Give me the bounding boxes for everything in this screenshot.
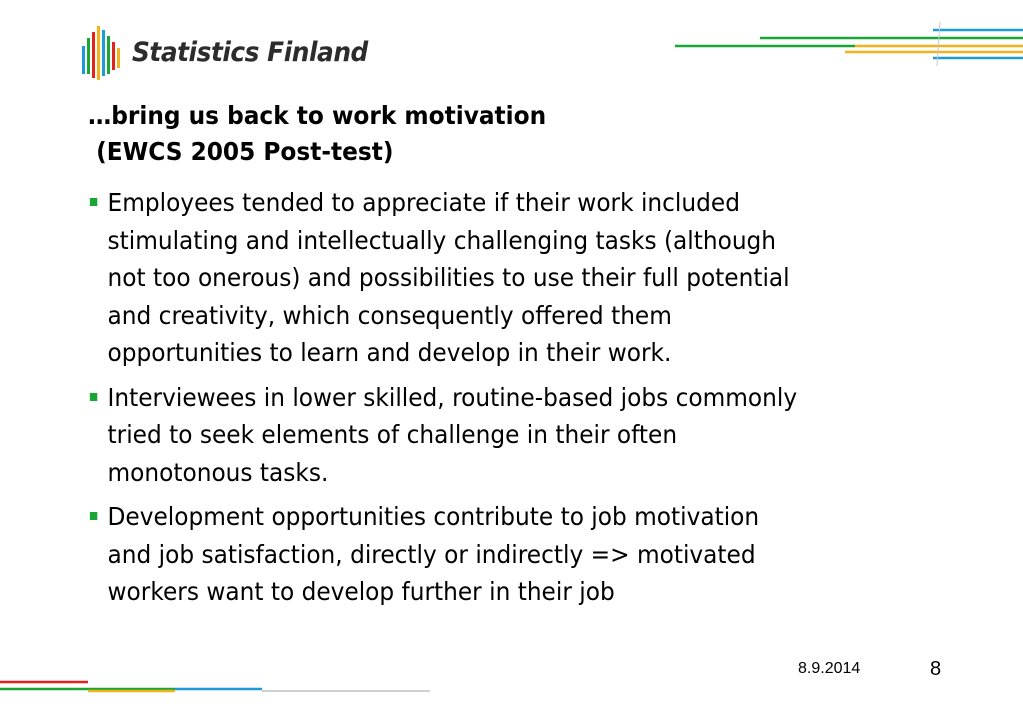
bullet-1-line-3: not too onerous) and possibilities to use their full potential [107,263,790,292]
bullet-1-line-4: and creativity, which consequently offered them [107,300,672,330]
square-bullet-icon [90,393,97,401]
bullet-2-line-2: tried to seek elements of challenge in their often [107,420,678,449]
bullet-item-3 [88,498,935,611]
statistics-finland-logo [80,22,388,82]
title-line-1: …bring us back to work motivation [88,101,547,130]
bullet-2-line-1: Interviewees in lower skilled, routine-based jobs commonly [107,382,798,412]
page-number: 8 [930,658,942,680]
top-decorative-stripes [675,20,1023,68]
bullet-list [88,184,988,618]
bullet-1-line-2: stimulating and intellectually challenging tasks (although [107,225,777,255]
square-bullet-icon [90,198,97,206]
title-line-2: (EWCS 2005 Post-test) [88,137,394,166]
bullet-item-1 [88,184,935,372]
bullet-2-line-3: monotonous tasks. [107,457,329,487]
bar-logo-icon [80,24,124,80]
logo-text: Statistics Finland [132,36,368,68]
bottom-decorative-stripes [0,678,430,698]
bullet-3-line-3: workers want to develop further in their job [107,577,615,606]
square-bullet-icon [90,512,97,520]
bullet-1-line-5: opportunities to learn and develop in their work. [107,338,672,367]
bullet-3-line-2: and job satisfaction, directly or indirectly => motivated [107,539,756,569]
bullet-3-line-1: Development opportunities contribute to job motivation [107,502,760,531]
slide-title [88,98,888,170]
footer-date: 8.9.2014 [798,660,861,677]
bullet-1-line-1: Employees tended to appreciate if their work included [107,188,740,217]
bullet-item-2 [88,379,935,492]
